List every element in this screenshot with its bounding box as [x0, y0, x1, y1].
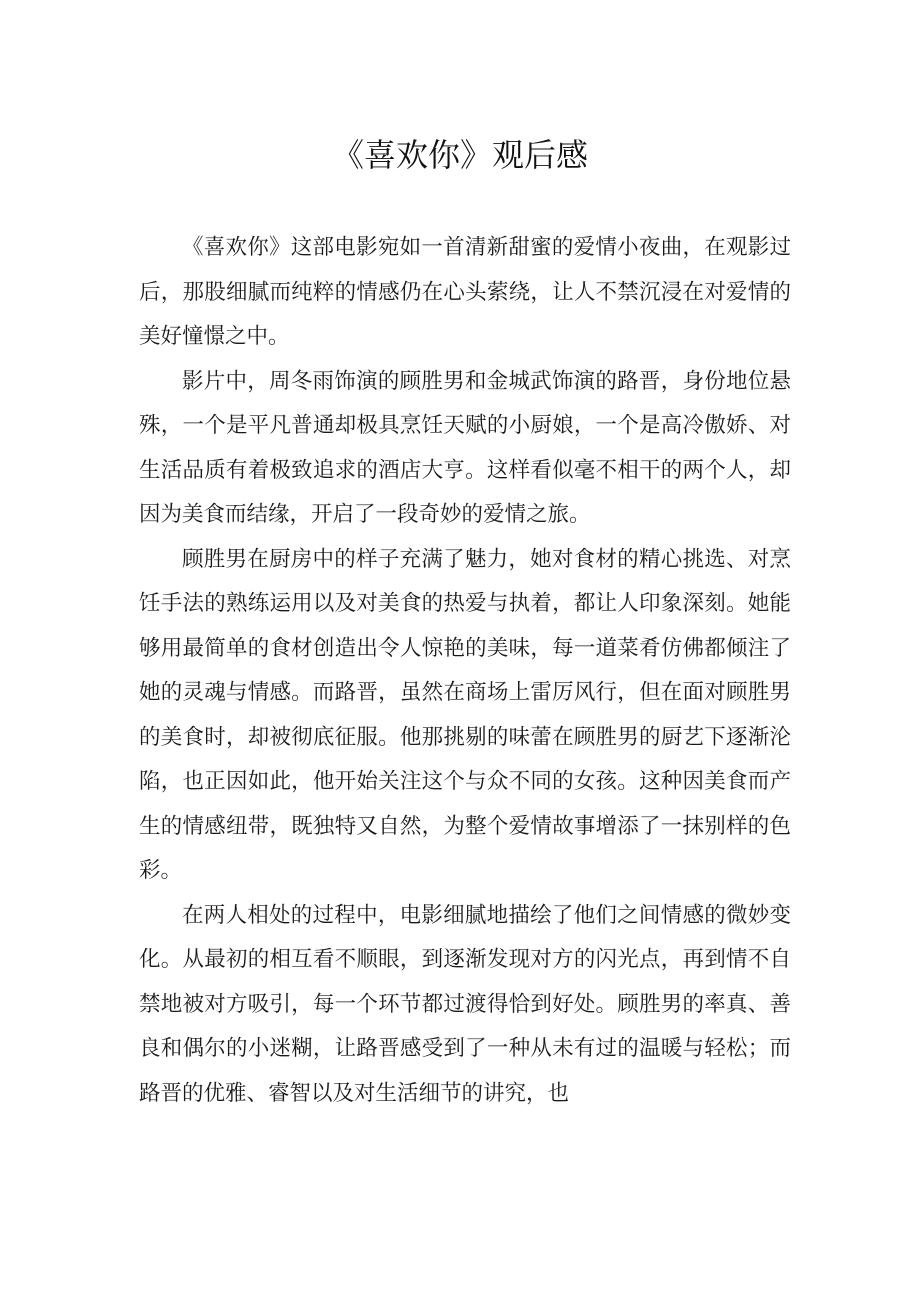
paragraph-3: 顾胜男在厨房中的样子充满了魅力，她对食材的精心挑选、对烹饪手法的熟练运用以及对美食的热爱与执着，都让人印象深刻。她能够用最简单的食材创造出令人惊艳的美味，每一道菜肴仿佛都倾注了她的灵魂与情感。而路晋，虽然在商场上雷厉风行，但在面对顾胜男的美食时，却被彻底征服。他那挑剔的味蕾在顾胜男的厨艺下逐渐沦陷，也正因如此，他开始关注这个与众不同的女孩。这种因美食而产生的情感纽带，既独特又自然，为整个爱情故事增添了一抹别样的色彩。 — [139, 546, 791, 883]
paragraph-4: 在两人相处的过程中，电影细腻地描绘了他们之间情感的微妙变化。从最初的相互看不顺眼，到逐渐发现对方的闪光点，再到情不自禁地被对方吸引，每一个环节都过渡得恰到好处。顾胜男的率真、善良和偶尔的小迷糊，让路晋感受到了一种从未有过的温暖与轻松；而路晋的优雅、睿智以及对生活细节的讲究，也 — [139, 902, 791, 1106]
paragraph-2: 影片中，周冬雨饰演的顾胜男和金城武饰演的路晋，身份地位悬殊，一个是平凡普通却极具烹饪天赋的小厨娘，一个是高冷傲娇、对生活品质有着极致追求的酒店大亨。这样看似毫不相干的两个人，却因为美食而结缘，开启了一段奇妙的爱情之旅。 — [139, 368, 791, 527]
document-title: 《喜欢你》观后感 — [331, 136, 588, 174]
document-body — [139, 226, 791, 1116]
paragraph-1: 《喜欢你》这部电影宛如一首清新甜蜜的爱情小夜曲，在观影过后，那股细腻而纯粹的情感仍在心头萦绕，让人不禁沉浸在对爱情的美好憧憬之中。 — [139, 235, 791, 349]
